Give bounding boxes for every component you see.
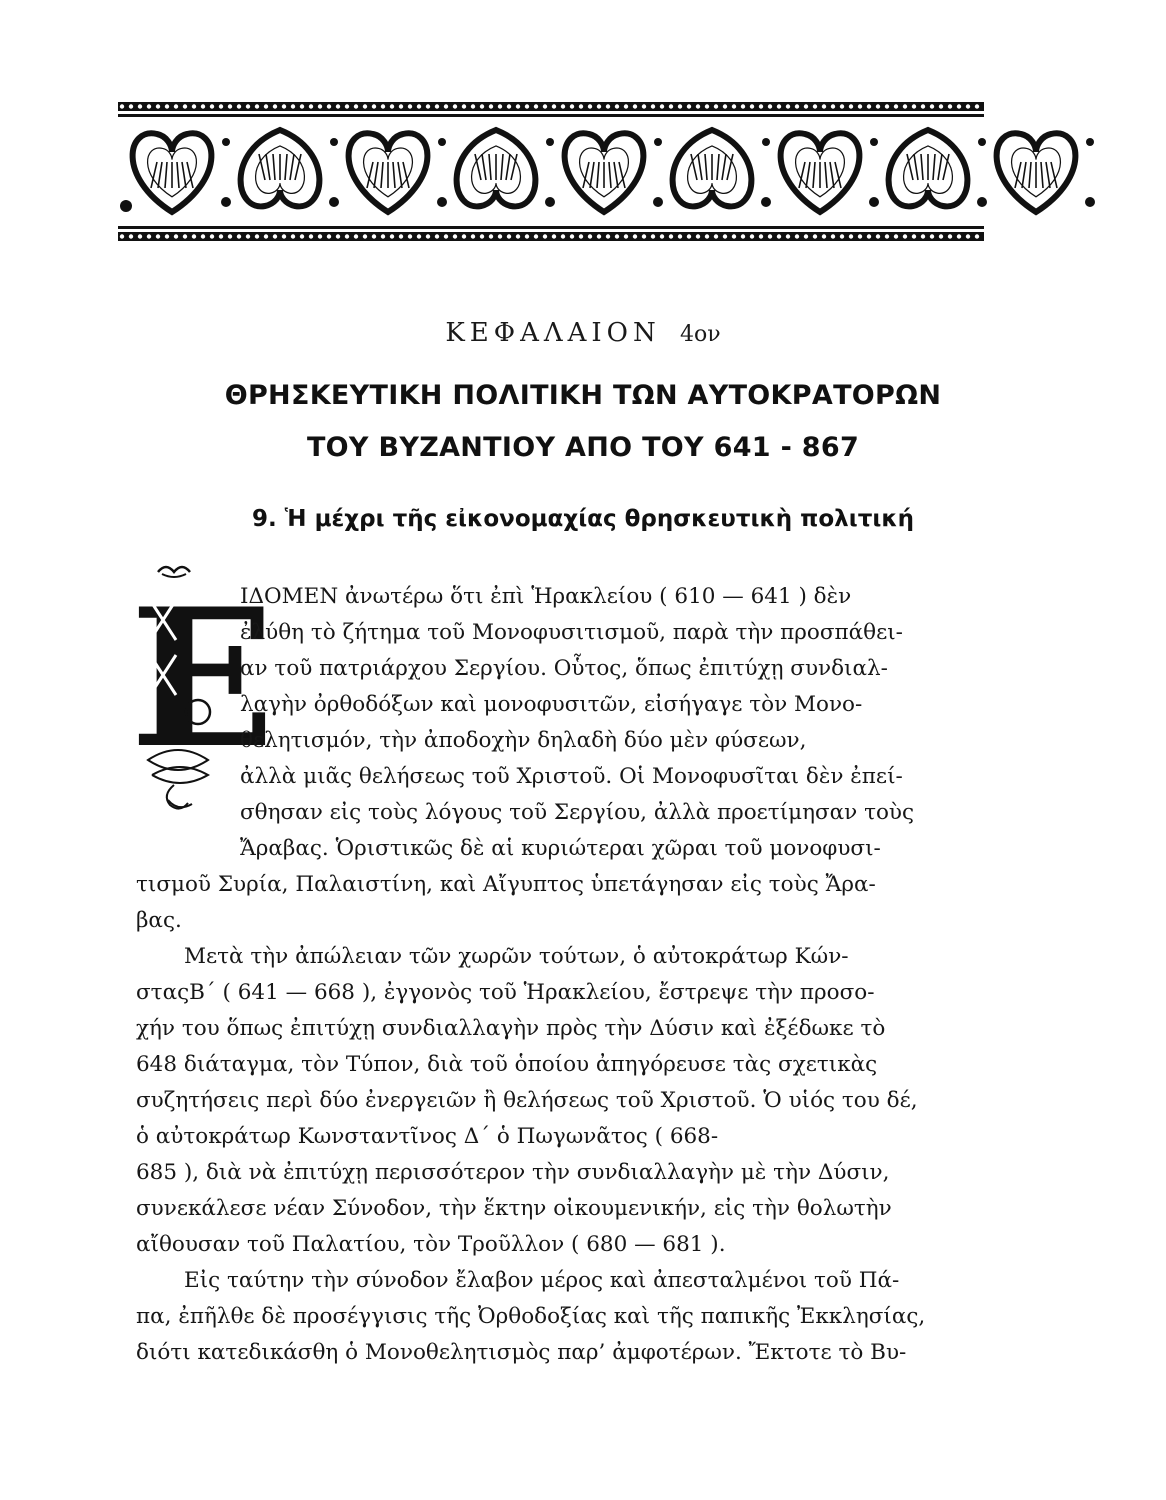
- paragraph-1-line-1: ΙΔΟΜΕΝ ἀνωτέρω ὅτι ἐπὶ Ἡρακλείου ( 610 — 641 ) δὲν: [240, 584, 852, 609]
- paragraph-2-line-2: σταςΒ΄ ( 641 — 668 ), ἐγγονὸς τοῦ Ἡρακλείου, ἔστρεψε τὴν προσο-: [136, 980, 875, 1005]
- paragraph-2-line-8: συνεκάλεσε νέαν Σύνοδον, τὴν ἕκτην οἰκουμενικήν, εἰς τὴν θολωτὴν: [136, 1196, 892, 1221]
- paragraph-2-line-3: χήν του ὅπως ἐπιτύχῃ συνδιαλλαγὴν πρὸς τὴν Δύσιν καὶ ἐξέδωκε τὸ: [136, 1016, 886, 1041]
- paragraph-1-line-2: ἐλύθη τὸ ζήτημα τοῦ Μονοφυσιτισμοῦ, παρὰ τὴν προσπάθει-: [240, 620, 903, 645]
- paragraph-2-line-1: Μετὰ τὴν ἀπώλειαν τῶν χωρῶν τούτων, ὁ αὐτοκράτωρ Κών-: [184, 944, 849, 969]
- heart-motif: [889, 130, 987, 207]
- dropcap-letter: Ε: [130, 567, 275, 790]
- paragraph-3-line-3: διότι κατεδικάσθη ὁ Μονοθελητισμὸς παρ’ ἀμφοτέρων. Ἔκτοτε τὸ Βυ-: [136, 1340, 907, 1365]
- heart-motif: [565, 133, 663, 212]
- chapter-title-line-1: ΘΡΗΣΚΕΥΤΙΚΗ ΠΟΛΙΤΙΚΗ ΤΩΝ ΑΥΤΟΚΡΑΤΟΡΩΝ: [224, 380, 942, 411]
- paragraph-1-line-9: τισμοῦ Συρία, Παλαιστίνη, καὶ Αἴγυπτος ὑπετάγησαν εἰς τοὺς Ἄρα-: [136, 872, 876, 897]
- chapter-title-line-2: ΤΟΥ ΒΥΖΑΝΤΙΟΥ ΑΠΟ ΤΟΥ 641 - 867: [306, 432, 860, 463]
- chapter-label: ΚΕΦΑΛΑΙΟΝ: [445, 318, 661, 348]
- paragraph-3-line-2: πα, ἐπῆλθε δὲ προσέγγισις τῆς Ὀρθοδοξίας καὶ τῆς παπικῆς Ἐκκλησίας,: [136, 1304, 926, 1329]
- heart-motif: [673, 130, 771, 207]
- decorated-initial: [128, 560, 275, 820]
- paragraph-1-line-4: λαγὴν ὀρθοδόξων καὶ μονοφυσιτῶν, εἰσήγαγε τὸν Μονο-: [240, 692, 863, 717]
- chapter-number: 4ον: [680, 322, 721, 347]
- heart-motif: [133, 133, 231, 212]
- paragraph-1-line-10: βας.: [136, 908, 182, 933]
- paragraph-2-line-7: 685 ), διὰ νὰ ἐπιτύχῃ περισσότερον τὴν συνδιαλλαγὴν μὲ τὴν Δύσιν,: [136, 1160, 890, 1185]
- ornamental-headpiece: [118, 102, 984, 242]
- chapter-heading: [0, 318, 1166, 348]
- paragraph-1-line-7: σθησαν εἰς τοὺς λόγους τοῦ Σεργίου, ἀλλὰ προετίμησαν τοὺς: [240, 800, 915, 825]
- heart-motif: [241, 130, 339, 207]
- heart-motif: [457, 130, 555, 207]
- section-heading: 9. Ἡ μέχρι τῆς εἰκονομαχίας θρησκευτικὴ πολιτική: [251, 506, 915, 532]
- paragraph-2-line-6: ὁ αὐτοκράτωρ Κωνσταντῖνος Δ΄ ὁ Πωγωνᾶτος ( 668-: [136, 1124, 719, 1149]
- paragraph-2-line-4: 648 διάταγμα, τὸν Τύπον, διὰ τοῦ ὁποίου ἀπηγόρευσε τὰς σχετικὰς: [136, 1052, 878, 1077]
- heart-frieze-ornament: [118, 102, 984, 242]
- paragraph-3-line-1: Εἰς ταύτην τὴν σύνοδον ἔλαβον μέρος καὶ ἀπεσταλμένοι τοῦ Πά-: [184, 1268, 900, 1293]
- paragraph-1-line-6: ἀλλὰ μιᾶς θελήσεως τοῦ Χριστοῦ. Οἱ Μονοφυσῖται δὲν ἐπεί-: [240, 764, 903, 789]
- paragraph-1-line-8: Ἄραβας. Ὁριστικῶς δὲ αἱ κυριώτεραι χῶραι τοῦ μονοφυσι-: [240, 836, 881, 861]
- paragraph-1-line-5: θελητισμόν, τὴν ἀποδοχὴν δηλαδὴ δύο μὲν φύσεων,: [240, 728, 807, 753]
- heart-motif: [997, 133, 1095, 212]
- paragraph-2-line-5: συζητήσεις περὶ δύο ἐνεργειῶν ἢ θελήσεως τοῦ Χριστοῦ. Ὁ υἱός του δέ,: [136, 1088, 918, 1113]
- heart-motif: [781, 133, 879, 212]
- paragraph-1-line-3: αν τοῦ πατριάρχου Σεργίου. Οὗτος, ὅπως ἐπιτύχῃ συνδιαλ-: [240, 656, 888, 681]
- heart-motif: [349, 133, 447, 212]
- paragraph-2-line-9: αἴθουσαν τοῦ Παλατίου, τὸν Τροῦλλον ( 680 — 681 ).: [136, 1232, 726, 1257]
